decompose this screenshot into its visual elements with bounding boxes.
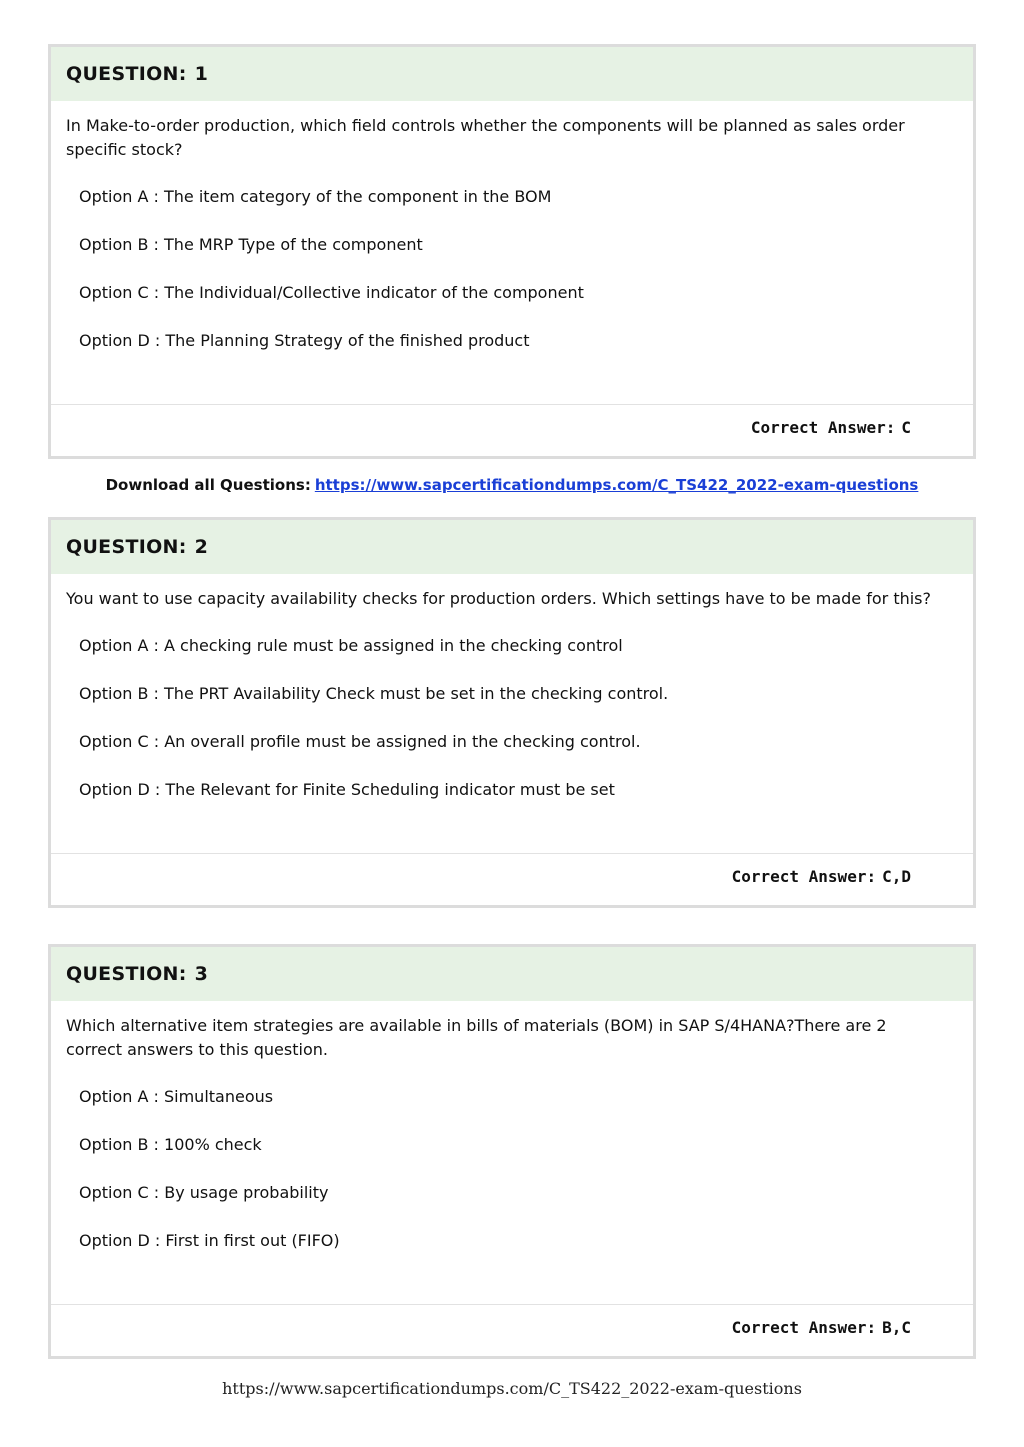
correct-answer-label: Correct Answer: [731, 867, 877, 886]
option-d: Option D : The Relevant for Finite Scheduling indicator must be set [79, 780, 615, 799]
correct-answer-value: B,C [882, 1318, 911, 1337]
option-d: Option D : First in first out (FIFO) [79, 1231, 340, 1250]
question-label: QUESTION: [66, 536, 187, 558]
correct-answer [732, 867, 911, 886]
question-card [48, 517, 976, 908]
question-label: QUESTION: [66, 963, 187, 985]
question-number: 2 [194, 536, 209, 558]
footer-url: https://www.sapcertificationdumps.com/C_TS422_2022-exam-questions [222, 1379, 802, 1398]
question-header [51, 520, 973, 574]
option-c: Option C : The Individual/Collective indicator of the component [79, 283, 584, 302]
question-body [51, 1001, 973, 1250]
correct-answer-value: C,D [882, 867, 911, 886]
question-text: In Make-to-order production, which field controls whether the components will be planned as sales order specific stock? [66, 116, 905, 159]
question-number: 3 [194, 963, 209, 985]
correct-answer-label: Correct Answer: [731, 1318, 877, 1337]
correct-answer [751, 418, 911, 437]
option-b: Option B : The MRP Type of the component [79, 235, 423, 254]
question-body [51, 101, 973, 350]
download-label: Download all Questions: [105, 476, 311, 494]
correct-answer-label: Correct Answer: [750, 418, 896, 437]
download-link[interactable]: https://www.sapcertificationdumps.com/C_TS422_2022-exam-questions [314, 476, 919, 494]
question-number: 1 [194, 63, 209, 85]
option-c: Option C : An overall profile must be assigned in the checking control. [79, 732, 641, 751]
option-a: Option A : The item category of the component in the BOM [79, 187, 552, 206]
question-header [51, 47, 973, 101]
question-card [48, 944, 976, 1359]
option-c: Option C : By usage probability [79, 1183, 329, 1202]
question-card [48, 44, 976, 459]
option-b: Option B : The PRT Availability Check must be set in the checking control. [79, 684, 669, 703]
correct-answer [732, 1318, 911, 1337]
question-body [51, 574, 973, 799]
question-header [51, 947, 973, 1001]
download-line [0, 476, 1024, 494]
option-d: Option D : The Planning Strategy of the finished product [79, 331, 530, 350]
answer-row [51, 853, 973, 905]
answer-row [51, 1304, 973, 1356]
question-text: Which alternative item strategies are available in bills of materials (BOM) in SAP S/4HANA?There are 2 correct answers to this question. [66, 1016, 887, 1059]
question-text: You want to use capacity availability checks for production orders. Which settings have to be made for this? [66, 589, 932, 608]
option-a: Option A : A checking rule must be assigned in the checking control [79, 636, 623, 655]
option-a: Option A : Simultaneous [79, 1087, 274, 1106]
correct-answer-value: C [901, 418, 911, 437]
option-b: Option B : 100% check [79, 1135, 262, 1154]
question-label: QUESTION: [66, 63, 187, 85]
answer-row [51, 404, 973, 456]
